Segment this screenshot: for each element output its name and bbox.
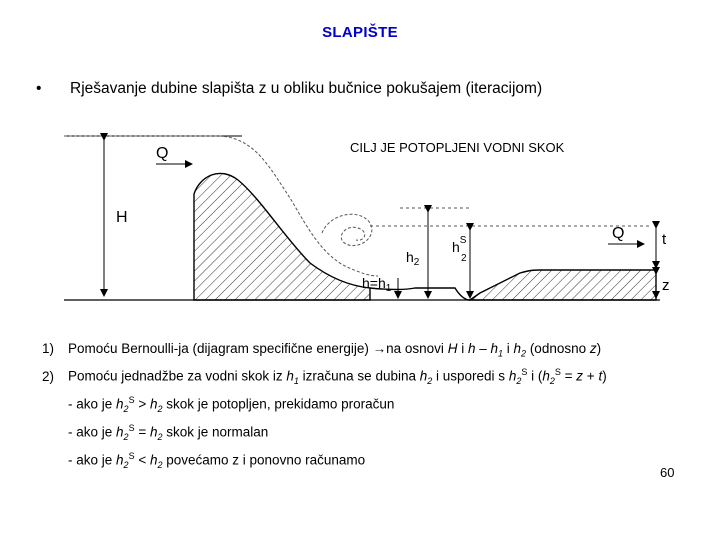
weir-body [194,173,370,300]
step-2: 2) Pomoću jednadžbe za vodni skok iz $h_1$ izračuna se dubina $h_2$ i usporedi s $h_2^S$ i $(h_2^S = z + t)$ [42,367,607,387]
H-label: H [116,209,128,226]
procedure-steps [42,340,712,474]
page-number: 60 [660,465,675,480]
case-increase-z: - ako je $h_2^S < h_2$ povećamo z i ponovno računamo [68,450,366,470]
h1-label: $h=h_1$ [362,275,392,294]
diagram-caption: CILJ JE POTOPLJENI VODNI SKOK [350,140,565,155]
stilling-basin-diagram [60,128,680,328]
h2-label: $h_2$ [406,249,420,268]
h2s-label: $h^S$ [452,235,467,255]
Q-label-left: Q [156,145,169,162]
bullet-text: Rješavanje dubine slapišta z u obliku bučnice pokušajem (iteracijom) [70,80,543,97]
step-1: 1) Pomoću Bernoulli-ja (dijagram specifične energije) →na osnovi H i h – $h_1$ i $h_2$ (odnosno z) [42,341,602,359]
case-submerged: - ako je $h_2^S > h_2$ skok je potopljen, prekidamo proračun [68,395,395,415]
z-label: z [662,277,670,294]
h2s-label-sub: 2 [461,253,467,264]
end-sill [470,270,656,300]
slide-title: SLAPIŠTE [322,24,398,41]
bullet-marker: • [36,80,42,97]
case-normal: - ako je $h_2^S = h_2$ skok je normalan [68,422,269,443]
arrow-symbol: → [372,341,387,356]
Q-label-right: Q [612,225,625,242]
hydraulic-jump-roller [322,214,372,245]
t-label: t [662,231,667,248]
